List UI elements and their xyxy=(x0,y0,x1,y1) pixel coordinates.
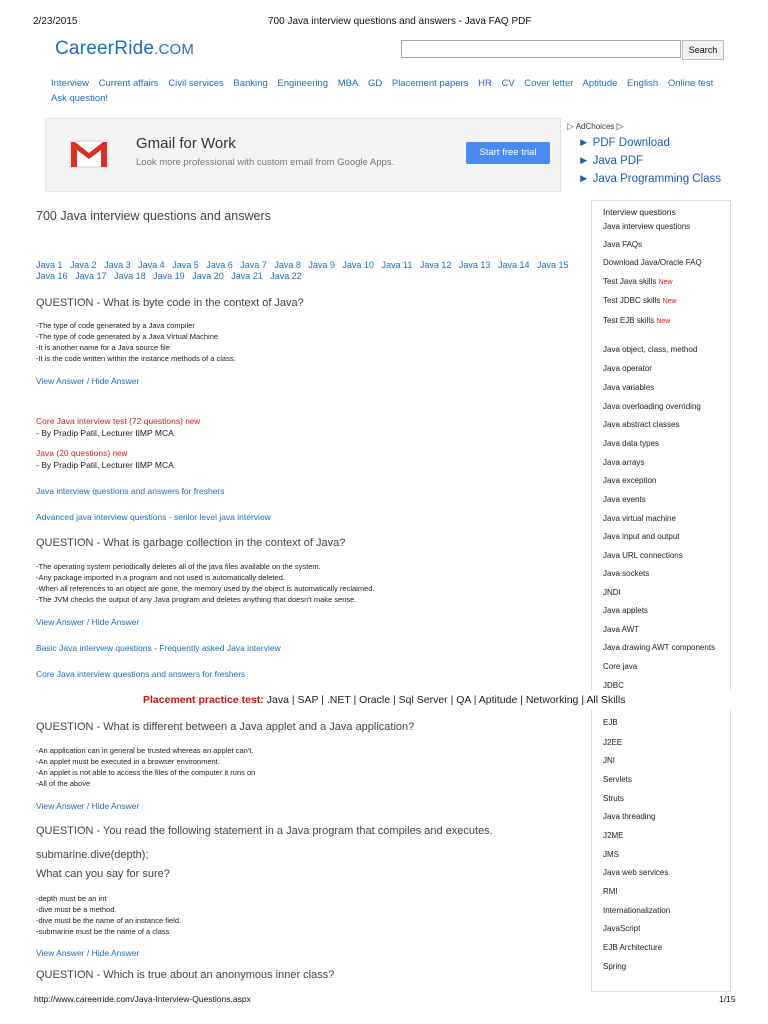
placement-practice-bar xyxy=(143,694,743,706)
new-badge: New xyxy=(662,298,677,305)
sidebar-item[interactable]: Servlets xyxy=(603,775,632,784)
option: -When all references to an object are gone, the memory used by the object is automatically reclaimed. xyxy=(36,584,375,593)
nav-civil-services[interactable]: Civil services xyxy=(168,78,224,89)
option: -It is another name for a Java source file xyxy=(36,343,170,352)
sidebar-test-ejb[interactable] xyxy=(603,316,670,325)
java-link[interactable]: Java 11 xyxy=(381,260,413,270)
java-test-link[interactable]: Java (20 questions) xyxy=(36,448,111,458)
sidebar-item[interactable]: Java object, class, method xyxy=(603,345,698,354)
java-link[interactable]: Java 4 xyxy=(138,260,165,270)
sidebar-item[interactable]: JNDI xyxy=(603,588,621,597)
option: -The JVM checks the output of any Java program and deletes anything that doesn't make sense. xyxy=(36,595,357,604)
link-basic[interactable]: Basic Java interview questions - Frequently asked Java interview xyxy=(36,643,281,653)
sidebar-item[interactable]: JNI xyxy=(603,756,615,765)
java-test xyxy=(36,448,127,459)
link-freshers[interactable]: Java interview questions and answers for freshers xyxy=(36,486,225,496)
question-4-code: submarine.dive(depth); xyxy=(36,849,149,861)
java-link[interactable]: Java 17 xyxy=(75,271,107,281)
java-link[interactable]: Java 9 xyxy=(308,260,335,270)
sidebar-item[interactable]: Java AWT xyxy=(603,625,640,634)
nav-mba[interactable]: MBA xyxy=(337,78,359,89)
question-4-prompt: What can you say for sure? xyxy=(36,868,170,880)
nav-engineering[interactable]: Engineering xyxy=(277,78,329,89)
link-advanced[interactable]: Advanced java interview questions - senior level java interview xyxy=(36,512,271,522)
adchoices-label[interactable] xyxy=(567,121,624,132)
java-link[interactable]: Java 10 xyxy=(342,260,374,270)
java-link[interactable]: Java 18 xyxy=(114,271,146,281)
nav-online-test[interactable]: Online test xyxy=(667,78,714,89)
question-2-options xyxy=(36,561,375,605)
sidebar-item[interactable]: RMI xyxy=(603,887,618,896)
page-number: 1/15 xyxy=(719,994,736,1004)
nav-current-affairs[interactable]: Current affairs xyxy=(98,78,159,89)
sidebar-item[interactable]: J2EE xyxy=(603,738,623,747)
java-link[interactable]: Java 3 xyxy=(104,260,131,270)
sidebar-test-jdbc[interactable] xyxy=(603,296,677,305)
option: -The type of code generated by a Java compiler xyxy=(36,321,195,330)
question-5: QUESTION - Which is true about an anonymous inner class? xyxy=(36,969,335,981)
sidebar-item[interactable]: Java interview questions xyxy=(603,222,691,231)
java-link[interactable]: Java 22 xyxy=(270,271,302,281)
java-link[interactable]: Java 19 xyxy=(153,271,185,281)
sidebar-item[interactable]: Java virtual machine xyxy=(603,514,676,523)
sidebar-item[interactable]: Java arrays xyxy=(603,458,645,467)
sidebar-item[interactable]: Java overloading overriding xyxy=(603,402,701,411)
java-link[interactable]: Java 21 xyxy=(231,271,263,281)
sidebar-item[interactable]: Java data types xyxy=(603,439,660,448)
adchoices-arrow-icon: ▷ xyxy=(616,121,624,131)
logo-suffix: .COM xyxy=(154,41,195,58)
print-date: 2/23/2015 xyxy=(33,16,78,27)
option: -It is the code written within the instance methods of a class. xyxy=(36,354,236,363)
question-4-options xyxy=(36,893,181,937)
sidebar-item[interactable]: EJB xyxy=(603,718,618,727)
view-answer-link-2[interactable]: View Answer / Hide Answer xyxy=(36,617,140,627)
sidebar-item[interactable]: Spring xyxy=(603,962,627,971)
nav-ask-question[interactable]: Ask question! xyxy=(51,93,109,104)
sidebar-item[interactable]: Java input and output xyxy=(603,532,680,541)
sidebar-item[interactable]: JDBC xyxy=(603,681,624,690)
option: -An application can in general be trusted whereas an applet can't. xyxy=(36,746,254,755)
sidebar-item[interactable]: JavaScript xyxy=(603,924,641,933)
question-1: QUESTION - What is byte code in the context of Java? xyxy=(36,297,304,309)
option: -An applet is not able to access the files of the computer it runs on xyxy=(36,768,256,777)
java-link[interactable]: Java 6 xyxy=(206,260,233,270)
link-core[interactable]: Core Java interview questions and answers for freshers xyxy=(36,669,246,679)
sidebar-item[interactable]: Struts xyxy=(603,794,624,803)
sidebar-heading: Interview questions xyxy=(603,207,676,217)
adchoices-text: AdChoices xyxy=(575,122,615,131)
nav-gd[interactable]: GD xyxy=(367,78,383,89)
java-link[interactable]: Java 14 xyxy=(497,260,530,270)
sidebar-item[interactable]: Java events xyxy=(603,495,646,504)
start-free-trial-button[interactable]: Start free trial xyxy=(466,142,550,164)
ad-title: Gmail for Work xyxy=(136,135,236,152)
nav-hr[interactable]: HR xyxy=(478,78,492,89)
option: -submarine must be the name of a class xyxy=(36,927,170,936)
java-test-author: - By Pradip Patil, Lecturer IIMP MCA xyxy=(36,460,174,470)
view-answer-link-4[interactable]: View Answer / Hide Answer xyxy=(36,948,140,958)
option: -dive must be the name of an instance field. xyxy=(36,916,182,925)
java-link[interactable]: Java 15 xyxy=(536,260,569,270)
gmail-icon xyxy=(69,139,109,169)
new-badge: new xyxy=(185,417,200,426)
practice-lead: Placement practice test: xyxy=(143,694,264,706)
ad-link-java-programming-class[interactable]: ► Java Programming Class xyxy=(578,173,722,185)
sidebar-test-label: Test Java skills xyxy=(603,277,657,286)
option: -depth must be an int xyxy=(36,894,107,903)
sidebar-item[interactable]: J2ME xyxy=(603,831,624,840)
core-java-test-author: - By Pradip Patil, Lecturer IIMP MCA xyxy=(36,428,174,438)
java-link[interactable]: Java 16 xyxy=(36,271,68,281)
core-java-test-link[interactable]: Core Java interview test (72 questions) xyxy=(36,416,183,426)
sidebar-item[interactable]: Java abstract classes xyxy=(603,420,680,429)
java-link[interactable]: Java 7 xyxy=(240,260,267,270)
top-navigation xyxy=(51,76,721,106)
java-link[interactable]: Java 2 xyxy=(70,260,97,270)
question-3-options xyxy=(36,745,255,789)
sidebar-item[interactable]: Internationalization xyxy=(603,906,671,915)
new-badge: New xyxy=(656,318,671,325)
ad-link-java-pdf[interactable]: ► Java PDF xyxy=(578,155,644,167)
site-logo[interactable] xyxy=(55,38,194,60)
java-link[interactable]: Java 13 xyxy=(458,260,491,270)
option: -Any package imported in a program and not used is automatically deleted. xyxy=(36,573,285,582)
java-link[interactable]: Java 1 xyxy=(36,260,63,270)
java-link[interactable]: Java 12 xyxy=(419,260,452,270)
sidebar-item[interactable]: Java drawing AWT components xyxy=(603,643,716,652)
page-title: 700 Java interview questions and answers xyxy=(36,209,271,223)
java-link[interactable]: Java 5 xyxy=(172,260,199,270)
option: -The operating system periodically deletes all of the java files available on the system. xyxy=(36,562,321,571)
java-link[interactable]: Java 20 xyxy=(192,271,224,281)
nav-banking[interactable]: Banking xyxy=(233,78,268,89)
option: -dive must be a method. xyxy=(36,905,117,914)
sidebar-item[interactable]: Download Java/Oracle FAQ xyxy=(603,258,702,267)
sidebar-test-label: Test EJB skills xyxy=(603,316,655,325)
sidebar-item[interactable]: Java sockets xyxy=(603,569,650,578)
option: -An applet must be executed in a browser environment. xyxy=(36,757,220,766)
sidebar-item[interactable]: Java FAQs xyxy=(603,240,643,249)
nav-placement-papers[interactable]: Placement papers xyxy=(391,78,469,89)
java-link[interactable]: Java 8 xyxy=(274,260,301,270)
java-page-links xyxy=(36,260,588,282)
sidebar-test-java[interactable] xyxy=(603,277,673,286)
sidebar-item[interactable]: Java exception xyxy=(603,476,657,485)
sidebar-item[interactable]: Core java xyxy=(603,662,638,671)
ad-link-pdf-download[interactable]: ► PDF Download xyxy=(578,137,670,149)
nav-aptitude[interactable]: Aptitude xyxy=(582,78,618,89)
option: -All of the above xyxy=(36,779,91,788)
search-input[interactable] xyxy=(401,40,681,58)
sidebar-item[interactable]: Java URL connections xyxy=(603,551,683,560)
view-answer-link-3[interactable]: View Answer / Hide Answer xyxy=(36,801,140,811)
nav-interview[interactable]: Interview xyxy=(51,78,90,89)
sidebar-test-label: Test JDBC skills xyxy=(603,296,661,305)
sidebar-item[interactable]: EJB Architecture xyxy=(603,943,663,952)
ad-subtitle: Look more professional with custom email from Google Apps. xyxy=(136,157,395,168)
new-badge: new xyxy=(112,449,128,458)
sidebar-item[interactable]: Java operator xyxy=(603,364,652,373)
sidebar-item[interactable]: Java variables xyxy=(603,383,655,392)
question-3: QUESTION - What is different between a Java applet and a Java application? xyxy=(36,721,415,733)
sidebar-item[interactable]: JMS xyxy=(603,850,619,859)
question-4: QUESTION - You read the following statement in a Java program that compiles and executes. xyxy=(36,825,493,837)
search-button[interactable]: Search xyxy=(682,40,724,60)
nav-cv[interactable]: CV xyxy=(501,78,515,89)
new-badge: New xyxy=(658,279,673,286)
core-java-test xyxy=(36,416,200,427)
logo-main: CareerRide xyxy=(55,38,155,59)
nav-english[interactable]: English xyxy=(627,78,659,89)
sidebar-item[interactable]: Java web services xyxy=(603,868,669,877)
view-answer-link-1[interactable]: View Answer / Hide Answer xyxy=(36,376,140,386)
question-2: QUESTION - What is garbage collection in the context of Java? xyxy=(36,537,346,549)
option: -The type of code generated by a Java Virtual Machine xyxy=(36,332,219,341)
sidebar-item[interactable]: Java applets xyxy=(603,606,648,615)
footer-url: http://www.careerride.com/Java-Interview-Questions.aspx xyxy=(34,994,251,1004)
practice-items[interactable]: Java | SAP | .NET | Oracle | Sql Server | QA | Aptitude | Networking | All Skills xyxy=(266,694,626,706)
adchoices-icon: ▷ xyxy=(567,121,574,131)
sidebar-item[interactable]: Java threading xyxy=(603,812,656,821)
question-1-options xyxy=(36,320,236,364)
document-title: 700 Java interview questions and answers - Java FAQ PDF xyxy=(268,16,532,27)
nav-cover-letter[interactable]: Cover letter xyxy=(524,78,574,89)
